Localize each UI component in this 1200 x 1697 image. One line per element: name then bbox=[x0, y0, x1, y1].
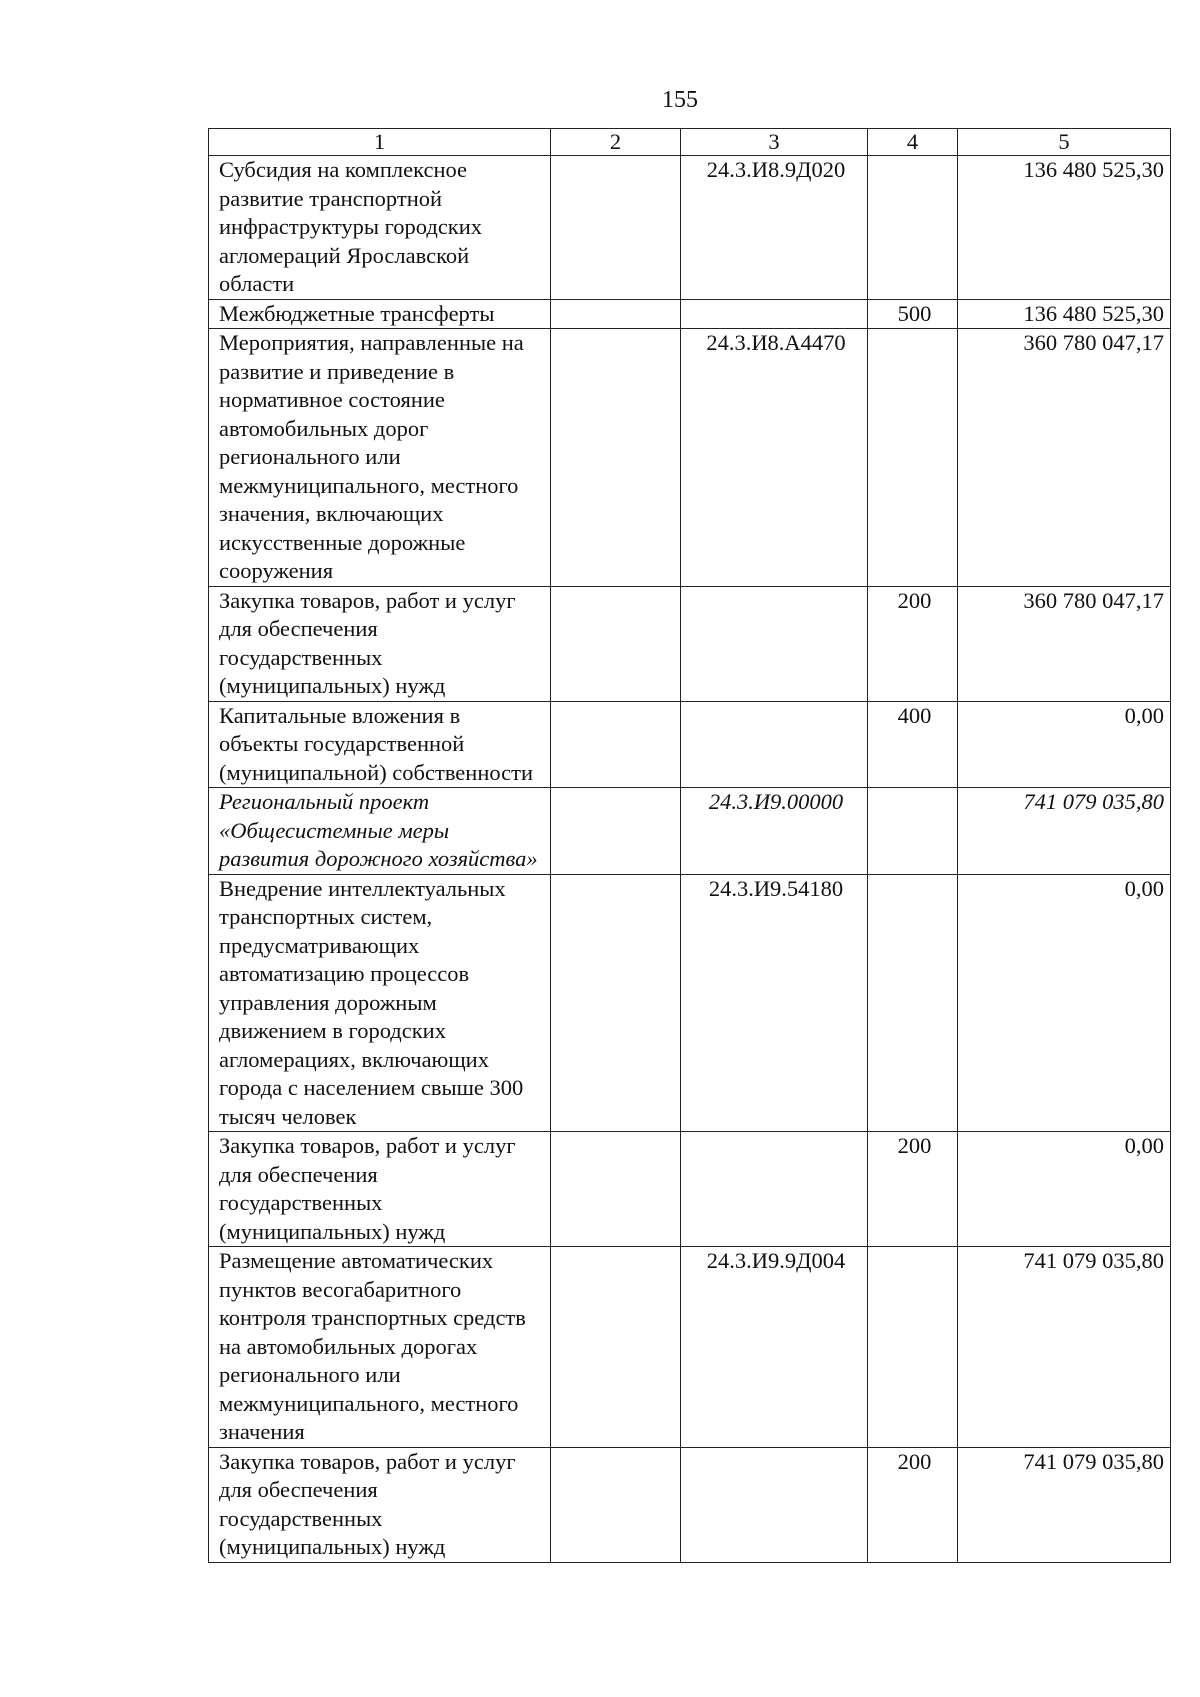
row-type bbox=[868, 788, 958, 875]
row-amount: 0,00 bbox=[958, 1132, 1171, 1247]
row-type bbox=[868, 329, 958, 587]
row-name: Капитальные вложения в объекты государственной (муниципальной) собственности bbox=[209, 701, 551, 788]
row-amount: 0,00 bbox=[958, 701, 1171, 788]
header-col-5: 5 bbox=[958, 129, 1171, 156]
header-col-3: 3 bbox=[681, 129, 868, 156]
row-amount: 741 079 035,80 bbox=[958, 1447, 1171, 1562]
row-type bbox=[868, 1247, 958, 1448]
row-amount: 0,00 bbox=[958, 874, 1171, 1132]
row-col2 bbox=[551, 874, 681, 1132]
row-code: 24.3.И9.9Д004 bbox=[681, 1247, 868, 1448]
row-code bbox=[681, 1132, 868, 1247]
page-number: 155 bbox=[662, 87, 698, 113]
row-code bbox=[681, 701, 868, 788]
row-name: Размещение автоматических пунктов весогабаритного контроля транспортных средств на автомобильных дорогах регионального или межмуниципального, местного значения bbox=[209, 1247, 551, 1448]
row-type bbox=[868, 874, 958, 1132]
row-type: 200 bbox=[868, 1447, 958, 1562]
row-code bbox=[681, 586, 868, 701]
row-code: 24.3.И8.А4470 bbox=[681, 329, 868, 587]
header-col-4: 4 bbox=[868, 129, 958, 156]
header-col-1: 1 bbox=[209, 129, 551, 156]
table-row bbox=[209, 1132, 1171, 1247]
row-name: Внедрение интеллектуальных транспортных систем, предусматривающих автоматизацию процессов управления дорожным движением в городских агломерациях, включающих города с населением свыше 300 тысяч человек bbox=[209, 874, 551, 1132]
row-col2 bbox=[551, 701, 681, 788]
row-col2 bbox=[551, 586, 681, 701]
row-col2 bbox=[551, 299, 681, 329]
row-amount: 741 079 035,80 bbox=[958, 788, 1171, 875]
row-name: Межбюджетные трансферты bbox=[209, 299, 551, 329]
row-col2 bbox=[551, 1247, 681, 1448]
budget-table bbox=[208, 128, 1171, 1563]
row-col2 bbox=[551, 788, 681, 875]
table-row bbox=[209, 586, 1171, 701]
row-col2 bbox=[551, 1447, 681, 1562]
row-code bbox=[681, 1447, 868, 1562]
row-col2 bbox=[551, 156, 681, 300]
row-name: Субсидия на комплексное развитие транспортной инфраструктуры городских агломераций Ярославской области bbox=[209, 156, 551, 300]
row-code: 24.3.И9.00000 bbox=[681, 788, 868, 875]
header-row bbox=[209, 129, 1171, 156]
row-amount: 360 780 047,17 bbox=[958, 329, 1171, 587]
row-amount: 136 480 525,30 bbox=[958, 156, 1171, 300]
table-row bbox=[209, 874, 1171, 1132]
row-col2 bbox=[551, 329, 681, 587]
row-type: 200 bbox=[868, 586, 958, 701]
table-row bbox=[209, 1447, 1171, 1562]
table-row-regional-project bbox=[209, 788, 1171, 875]
table-row bbox=[209, 156, 1171, 300]
row-type: 200 bbox=[868, 1132, 958, 1247]
table-row bbox=[209, 1247, 1171, 1448]
row-type: 500 bbox=[868, 299, 958, 329]
row-name: Закупка товаров, работ и услуг для обеспечения государственных (муниципальных) нужд bbox=[209, 1132, 551, 1247]
row-col2 bbox=[551, 1132, 681, 1247]
row-amount: 741 079 035,80 bbox=[958, 1247, 1171, 1448]
row-code bbox=[681, 299, 868, 329]
row-type: 400 bbox=[868, 701, 958, 788]
row-amount: 136 480 525,30 bbox=[958, 299, 1171, 329]
header-col-2: 2 bbox=[551, 129, 681, 156]
row-code: 24.3.И9.54180 bbox=[681, 874, 868, 1132]
table-row bbox=[209, 329, 1171, 587]
table-row bbox=[209, 701, 1171, 788]
table-row bbox=[209, 299, 1171, 329]
row-amount: 360 780 047,17 bbox=[958, 586, 1171, 701]
row-name: Региональный проект «Общесистемные меры развития дорожного хозяйства» bbox=[209, 788, 551, 875]
row-name: Закупка товаров, работ и услуг для обеспечения государственных (муниципальных) нужд bbox=[209, 1447, 551, 1562]
row-name: Закупка товаров, работ и услуг для обеспечения государственных (муниципальных) нужд bbox=[209, 586, 551, 701]
row-name: Мероприятия, направленные на развитие и приведение в нормативное состояние автомобильных дорог регионального или межмуниципального, местного значения, включающих искусственные дорожные сооружения bbox=[209, 329, 551, 587]
row-code: 24.3.И8.9Д020 bbox=[681, 156, 868, 300]
row-type bbox=[868, 156, 958, 300]
